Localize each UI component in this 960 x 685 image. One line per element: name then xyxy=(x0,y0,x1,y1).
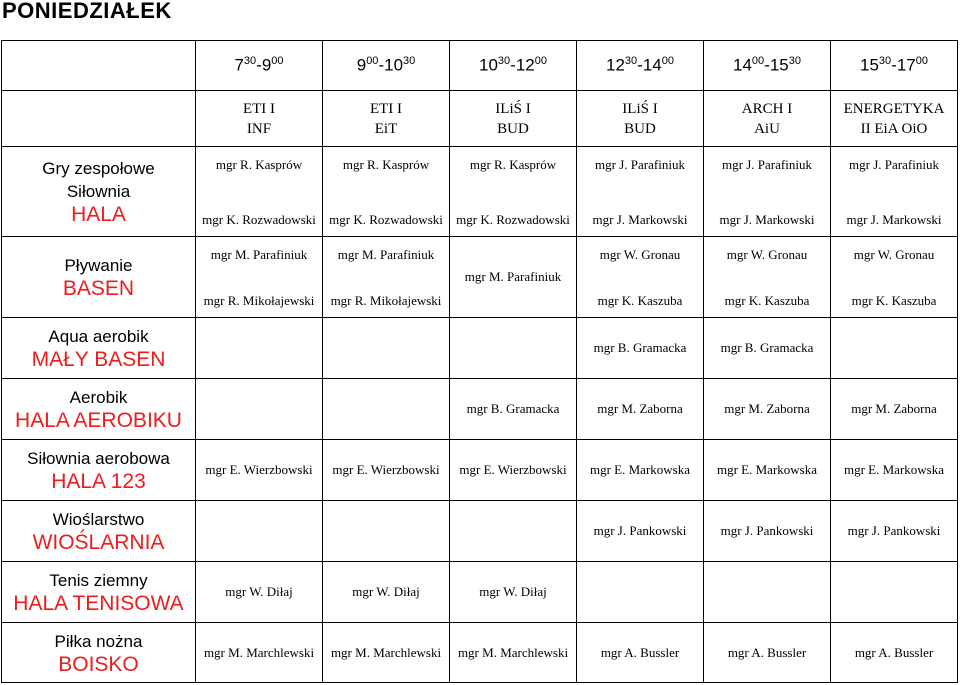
instructor-name: mgr B. Gramacka xyxy=(466,401,560,416)
activity-cell xyxy=(2,318,196,379)
instructor-cell xyxy=(323,440,450,501)
group-header xyxy=(323,91,450,147)
schedule-table xyxy=(1,40,958,683)
instructor-cell xyxy=(704,147,831,237)
instructor-cell xyxy=(577,379,704,440)
time-slot-header: $9^{00}-10^{30}$ xyxy=(323,41,450,91)
instructor-cell xyxy=(704,237,831,318)
time-start-minute: 30 xyxy=(243,55,257,68)
instructor-cell xyxy=(577,147,704,237)
instructor-cell xyxy=(704,623,831,683)
activity-name: Pływanie xyxy=(64,256,133,275)
instructor-cell xyxy=(831,147,958,237)
instructor-cell xyxy=(450,237,577,318)
group-header xyxy=(577,91,704,147)
instructor-cell xyxy=(323,623,450,683)
time-end-hour: 9 xyxy=(261,55,272,75)
instructor-cell xyxy=(831,501,958,562)
activity-name: Aqua aerobik xyxy=(48,327,149,346)
instructor-cell xyxy=(450,379,577,440)
instructor-pair xyxy=(831,238,957,317)
instructor-name: mgr M. Marchlewski xyxy=(330,644,442,660)
instructor-pair xyxy=(831,148,957,236)
instructor-cell xyxy=(450,440,577,501)
time-start-minute: 00 xyxy=(366,55,379,68)
instructor-name: mgr J. Parafiniuk xyxy=(595,156,685,172)
activity-name-secondary: Siłownia xyxy=(66,182,131,201)
time-slot-header: $12^{30}-14^{00}$ xyxy=(577,41,704,91)
group-header xyxy=(196,91,323,147)
instructor-cell xyxy=(196,379,323,440)
instructor-cell xyxy=(323,318,450,379)
instructor-cell xyxy=(323,379,450,440)
instructor-name: mgr W. Gronau xyxy=(726,246,808,262)
time-start-minute: 30 xyxy=(497,55,511,68)
instructor-name: mgr W. Gronau xyxy=(853,246,935,262)
group-program: EiT xyxy=(374,120,398,137)
activity-row xyxy=(2,501,958,562)
instructor-name: mgr R. Kasprów xyxy=(215,156,303,172)
instructor-cell xyxy=(323,562,450,623)
instructor-name: mgr M. Zaborna xyxy=(597,401,683,416)
group-faculty: ILiŚ I xyxy=(622,100,658,117)
instructor-cell xyxy=(450,147,577,237)
activity-place: BASEN xyxy=(62,277,135,300)
instructor-cell xyxy=(450,318,577,379)
time-start-hour: 9 xyxy=(356,55,367,75)
instructor-name: mgr M. Parafiniuk xyxy=(337,246,435,262)
instructor-name: mgr M. Parafiniuk xyxy=(464,269,562,284)
empty-cell xyxy=(2,91,196,147)
instructor-name: mgr W. Diłaj xyxy=(225,584,293,599)
instructor-cell xyxy=(831,623,958,683)
group-faculty: ARCH I xyxy=(741,100,793,117)
activity-cell xyxy=(2,440,196,501)
activity-place: HALA xyxy=(71,203,126,226)
time-start-hour: 14 xyxy=(732,55,752,75)
instructor-name: mgr A. Bussler xyxy=(727,644,807,660)
instructor-pair xyxy=(196,238,322,317)
instructor-cell xyxy=(577,562,704,623)
time-end-minute: 30 xyxy=(403,55,416,68)
activity-cell xyxy=(2,501,196,562)
group-program: BUD xyxy=(624,120,656,137)
time-end-minute: 30 xyxy=(788,55,801,68)
instructor-name: mgr A. Bussler xyxy=(600,644,680,660)
activity-row xyxy=(2,379,958,440)
instructor-cell xyxy=(577,237,704,318)
activity-row xyxy=(2,237,958,318)
instructor-pair xyxy=(704,238,830,317)
activity-name: Tenis ziemny xyxy=(49,571,148,590)
instructor-name: mgr J. Pankowski xyxy=(720,523,814,538)
instructor-cell xyxy=(323,501,450,562)
instructor-name: mgr K. Rozwadowski xyxy=(202,211,316,227)
group-faculty: ETI I xyxy=(369,100,403,117)
instructor-name: mgr K. Kaszuba xyxy=(724,292,810,308)
instructor-name: mgr J. Pankowski xyxy=(847,523,941,538)
instructor-name: mgr B. Gramacka xyxy=(593,340,687,355)
instructor-name: mgr R. Kasprów xyxy=(469,156,557,172)
instructor-name: mgr E. Wierzbowski xyxy=(332,462,440,477)
instructor-pair xyxy=(450,148,576,236)
instructor-name: mgr J. Parafiniuk xyxy=(722,156,812,172)
instructor-name: mgr R. Mikołajewski xyxy=(330,292,442,308)
instructor-cell xyxy=(196,501,323,562)
time-end-hour: 17 xyxy=(896,55,916,75)
instructor-name: mgr K. Kaszuba xyxy=(597,292,683,308)
instructor-cell xyxy=(450,623,577,683)
time-slot-header: $14^{00}-15^{30}$ xyxy=(704,41,831,91)
activity-place: HALA TENISOWA xyxy=(13,592,184,615)
instructor-cell xyxy=(196,562,323,623)
instructor-name: mgr E. Markowska xyxy=(716,462,817,477)
activity-place: HALA AEROBIKU xyxy=(15,409,182,432)
time-end-minute: 00 xyxy=(661,55,674,68)
time-slot-header: $15^{30}-17^{00}$ xyxy=(831,41,958,91)
group-faculty: ILiŚ I xyxy=(495,100,531,117)
instructor-name: mgr E. Wierzbowski xyxy=(459,462,567,477)
time-start-hour: 10 xyxy=(478,55,498,75)
time-slot-header: $10^{30}-12^{00}$ xyxy=(450,41,577,91)
instructor-cell xyxy=(323,237,450,318)
corner-cell xyxy=(2,41,196,91)
group-program: AiU xyxy=(754,120,780,137)
instructor-cell xyxy=(831,318,958,379)
time-start-hour: 12 xyxy=(605,55,625,75)
activity-place: MAŁY BASEN xyxy=(31,348,166,371)
instructor-name: mgr M. Zaborna xyxy=(851,401,937,416)
group-program: II EiA OiO xyxy=(860,120,928,137)
instructor-pair xyxy=(196,148,322,236)
instructor-cell xyxy=(831,379,958,440)
time-end-hour: 14 xyxy=(642,55,662,75)
page-title: PONIEDZIAŁEK xyxy=(2,0,172,23)
instructor-pair xyxy=(323,238,449,317)
instructor-name: mgr K. Rozwadowski xyxy=(329,211,443,227)
activity-place: BOISKO xyxy=(58,652,139,676)
instructor-cell xyxy=(577,501,704,562)
instructor-pair xyxy=(577,148,703,236)
activity-row xyxy=(2,147,958,237)
activity-cell xyxy=(2,623,196,683)
instructor-name: mgr W. Diłaj xyxy=(352,584,420,599)
instructor-cell xyxy=(704,562,831,623)
instructor-name: mgr W. Diłaj xyxy=(479,584,547,599)
instructor-name: mgr E. Markowska xyxy=(589,462,690,477)
time-start-hour: 7 xyxy=(234,55,244,75)
instructor-name: mgr M. Zaborna xyxy=(724,401,810,416)
instructor-name: mgr R. Kasprów xyxy=(342,156,430,172)
activity-name: Piłka nożna xyxy=(54,631,143,651)
instructor-cell xyxy=(196,237,323,318)
time-end-minute: 00 xyxy=(915,55,928,68)
instructor-name: mgr K. Rozwadowski xyxy=(456,211,570,227)
activity-place: HALA 123 xyxy=(51,470,146,493)
group-header xyxy=(831,91,958,147)
instructor-cell xyxy=(196,440,323,501)
instructor-name: mgr A. Bussler xyxy=(854,644,934,660)
activity-name: Siłownia aerobowa xyxy=(27,449,170,468)
time-slot-header: $7^{30}-9^{00}$ xyxy=(196,41,323,91)
activity-name: Gry zespołowe xyxy=(42,159,155,178)
time-start-minute: 30 xyxy=(624,55,638,68)
instructor-cell xyxy=(323,147,450,237)
activity-row xyxy=(2,440,958,501)
group-program: BUD xyxy=(497,120,529,137)
group-faculty: ETI I xyxy=(242,100,276,117)
groups-row xyxy=(2,91,958,147)
instructor-cell xyxy=(704,379,831,440)
time-end-hour: 15 xyxy=(769,55,789,75)
instructor-name: mgr J. Markowski xyxy=(846,211,942,227)
time-start-minute: 30 xyxy=(878,55,892,68)
instructor-name: mgr M. Marchlewski xyxy=(203,644,315,660)
group-header xyxy=(450,91,577,147)
group-faculty: ENERGETYKA xyxy=(843,100,945,117)
activity-row xyxy=(2,562,958,623)
instructor-name: mgr J. Pankowski xyxy=(593,523,687,538)
time-start-hour: 15 xyxy=(859,55,879,75)
instructor-cell xyxy=(831,237,958,318)
activity-name: Aerobik xyxy=(69,388,128,407)
instructor-name: mgr K. Kaszuba xyxy=(851,292,937,308)
instructor-name: mgr B. Gramacka xyxy=(720,340,814,355)
instructor-cell xyxy=(196,147,323,237)
instructor-cell xyxy=(196,318,323,379)
activity-cell xyxy=(2,379,196,440)
instructor-cell xyxy=(831,440,958,501)
activity-cell xyxy=(2,237,196,318)
instructor-cell xyxy=(704,318,831,379)
instructor-pair xyxy=(704,148,830,236)
instructor-cell xyxy=(577,623,704,683)
instructor-name: mgr J. Markowski xyxy=(592,211,688,227)
activity-cell xyxy=(2,562,196,623)
activity-row xyxy=(2,623,958,683)
activity-cell xyxy=(2,147,196,237)
time-end-hour: 12 xyxy=(515,55,535,75)
instructor-cell xyxy=(831,562,958,623)
instructor-name: mgr M. Parafiniuk xyxy=(210,246,308,262)
instructor-name: mgr R. Mikołajewski xyxy=(203,292,315,308)
instructor-cell xyxy=(196,623,323,683)
time-start-minute: 00 xyxy=(751,55,765,68)
instructor-cell xyxy=(450,501,577,562)
time-slots-row xyxy=(2,41,958,91)
time-end-hour: 10 xyxy=(384,55,404,75)
instructor-name: mgr J. Markowski xyxy=(719,211,815,227)
activity-place: WIOŚLARNIA xyxy=(32,531,165,554)
instructor-name: mgr E. Markowska xyxy=(843,462,944,477)
instructor-pair xyxy=(577,238,703,317)
instructor-name: mgr M. Marchlewski xyxy=(457,644,569,660)
time-end-minute: 00 xyxy=(534,55,547,68)
group-program: INF xyxy=(246,120,272,137)
instructor-cell xyxy=(704,501,831,562)
instructor-cell xyxy=(577,440,704,501)
time-end-minute: 00 xyxy=(271,55,284,68)
instructor-cell xyxy=(704,440,831,501)
instructor-cell xyxy=(577,318,704,379)
activity-name: Wioślarstwo xyxy=(52,510,145,529)
instructor-name: mgr W. Gronau xyxy=(599,246,681,262)
activity-row xyxy=(2,318,958,379)
instructor-pair xyxy=(323,148,449,236)
group-header xyxy=(704,91,831,147)
instructor-name: mgr J. Parafiniuk xyxy=(849,156,939,172)
instructor-cell xyxy=(450,562,577,623)
instructor-name: mgr E. Wierzbowski xyxy=(205,462,313,477)
